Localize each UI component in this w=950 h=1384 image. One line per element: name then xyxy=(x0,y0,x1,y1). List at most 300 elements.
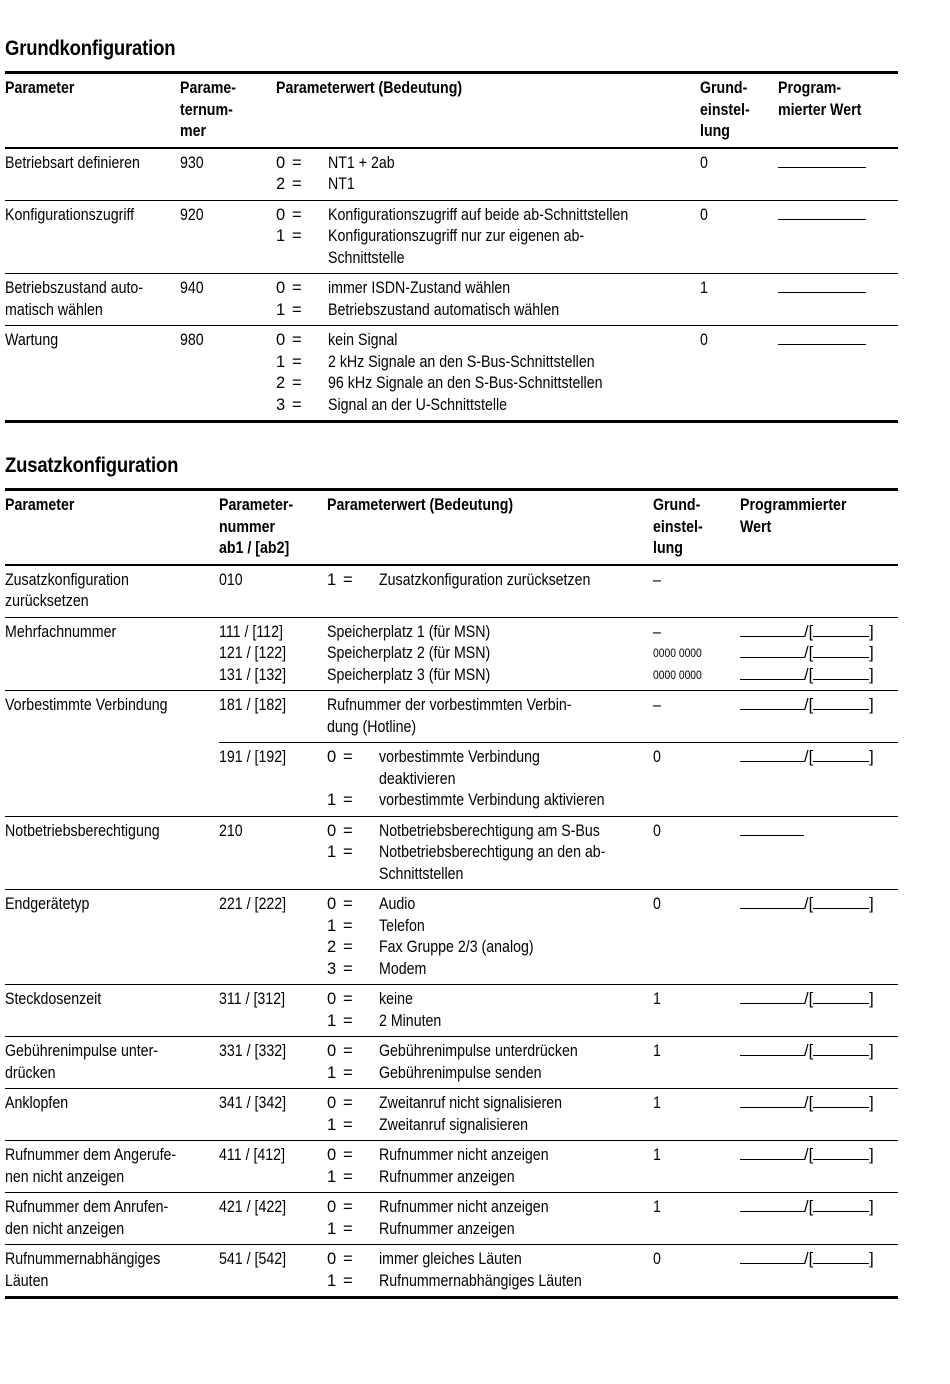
column-header-num xyxy=(180,73,276,148)
header-label: nummer xyxy=(219,517,275,536)
cell-parameter xyxy=(5,985,219,1037)
cell-default xyxy=(653,1141,740,1193)
value-code: 2 xyxy=(276,374,286,392)
table-row xyxy=(5,326,898,422)
value-eq: = xyxy=(292,205,302,224)
programmed-value-field[interactable] xyxy=(778,330,898,352)
value-code: 1 xyxy=(327,1063,337,1082)
value-code: 0 xyxy=(276,153,286,172)
value-line: 0 = kein Signal xyxy=(276,330,700,352)
value-eq: = xyxy=(292,153,302,172)
cell-default xyxy=(653,617,740,691)
value-line: Schnittstelle xyxy=(328,248,405,267)
cell-programmed xyxy=(740,816,898,890)
value-eq: = xyxy=(343,1146,353,1164)
parameter-number: 010 xyxy=(219,570,243,589)
header-label: mierter Wert xyxy=(778,100,862,119)
header-label: Parameterwert (Bedeutung) xyxy=(327,496,514,514)
table-row xyxy=(5,691,898,743)
parameter-label: Wartung xyxy=(5,331,59,349)
default-value: 1 xyxy=(653,1146,661,1164)
value-line: 2 = 96 kHz Signale an den S-Bus-Schnittstellen xyxy=(276,373,700,395)
header-label: mer xyxy=(180,122,207,140)
parameter-number: 411 / [412] xyxy=(219,1146,286,1164)
programmed-value-field[interactable] xyxy=(778,153,898,175)
header-label: Parameter xyxy=(5,79,75,97)
column-header-param xyxy=(5,73,180,148)
value-line: 1 = Rufnummernabhängiges Läuten xyxy=(327,1271,653,1293)
cell-default xyxy=(653,1089,740,1141)
column-header-prog xyxy=(740,490,898,565)
table-header-row xyxy=(5,490,898,565)
value-eq: = xyxy=(343,1219,353,1238)
default-value: 0 xyxy=(653,1250,661,1268)
value-code: 1 xyxy=(276,300,286,319)
cell-number xyxy=(219,1193,327,1245)
value-eq: = xyxy=(343,1042,353,1060)
value-code: 1 xyxy=(327,570,337,589)
value-eq: = xyxy=(343,916,353,935)
value-code: 2 xyxy=(327,938,337,956)
value-eq: = xyxy=(343,1094,353,1112)
value-eq: = xyxy=(343,990,353,1008)
header-label: Parameter xyxy=(5,496,75,514)
parameter-label: zurücksetzen xyxy=(5,592,89,610)
value-eq: = xyxy=(292,352,302,371)
default-value: 1 xyxy=(653,1042,661,1060)
value-line: 1 = Betriebszustand automatisch wählen xyxy=(276,300,700,322)
value-code: 0 xyxy=(327,1146,337,1164)
parameter-label: Endgerätetyp xyxy=(5,895,90,913)
programmed-value-field[interactable]: /[ ] xyxy=(740,643,898,665)
value-code: 1 xyxy=(276,352,286,371)
table-row xyxy=(5,565,898,618)
cell-number xyxy=(219,816,327,890)
parameter-number: 920 xyxy=(180,205,204,224)
value-code: 1 xyxy=(327,1115,337,1134)
value-line: 0 = Notbetriebsberechtigung am S-Bus xyxy=(327,821,653,843)
cell-number xyxy=(180,148,276,201)
parameter-number: 111 / [112] xyxy=(219,622,283,641)
cell-value xyxy=(327,743,653,817)
cell-value xyxy=(327,691,653,743)
parameter-number: 311 / [312] xyxy=(219,990,286,1008)
value-eq: = xyxy=(343,895,353,913)
value-code: 0 xyxy=(276,279,286,297)
cell-number xyxy=(219,1141,327,1193)
value-text: Rufnummer der vorbestimmten Verbin- xyxy=(327,696,572,714)
parameter-label: Gebührenimpulse unter- xyxy=(5,1042,159,1060)
parameter-number: 221 / [222] xyxy=(219,895,287,913)
cell-programmed xyxy=(740,617,898,691)
cell-number xyxy=(219,565,327,618)
value-code: 0 xyxy=(327,821,337,840)
value-code: 0 xyxy=(327,1250,337,1268)
programmed-value-field[interactable]: /[ ] xyxy=(740,1145,898,1167)
cell-default xyxy=(653,1245,740,1298)
value-line: 0 = NT1 + 2ab xyxy=(276,153,700,175)
cell-parameter xyxy=(5,565,219,618)
cell-value xyxy=(327,1245,653,1298)
parameter-label: nen nicht anzeigen xyxy=(5,1167,125,1186)
default-value: 0 xyxy=(653,821,661,840)
column-header-grund xyxy=(653,490,740,565)
cell-programmed xyxy=(740,1037,898,1089)
default-value: – xyxy=(653,570,661,589)
value-line: 1 = Gebührenimpulse senden xyxy=(327,1063,653,1085)
value-eq: = xyxy=(292,395,302,414)
value-code: 0 xyxy=(327,895,337,913)
default-value: 1 xyxy=(653,1198,661,1216)
cell-value xyxy=(327,565,653,618)
parameter-label: den nicht anzeigen xyxy=(5,1219,125,1238)
header-label: Programmierter xyxy=(740,496,847,514)
value-line: deaktivieren xyxy=(379,769,456,788)
value-code: 1 xyxy=(327,1011,337,1030)
table-header-row xyxy=(5,73,898,148)
parameter-label: Läuten xyxy=(5,1271,49,1290)
table-row xyxy=(5,1193,898,1245)
cell-value xyxy=(327,617,653,691)
default-value: – xyxy=(653,696,661,714)
cell-parameter xyxy=(5,1141,219,1193)
value-eq: = xyxy=(343,843,353,861)
value-code: 1 xyxy=(327,1219,337,1238)
programmed-value-field[interactable]: /[ ] xyxy=(740,989,898,1011)
cell-programmed xyxy=(740,1193,898,1245)
value-code: 2 xyxy=(276,175,286,193)
parameter-label: Steckdosenzeit xyxy=(5,990,102,1008)
header-label: Grund- xyxy=(653,496,701,514)
table-row xyxy=(5,890,898,985)
cell-parameter xyxy=(5,200,180,274)
parameter-label: Vorbestimmte Verbindung xyxy=(5,696,168,714)
cell-programmed xyxy=(740,985,898,1037)
parameter-number: 191 / [192] xyxy=(219,748,287,766)
value-code: 1 xyxy=(327,791,337,809)
value-eq: = xyxy=(343,1167,353,1186)
cell-programmed xyxy=(740,1089,898,1141)
parameter-label: Rufnummer dem Angerufe- xyxy=(5,1146,177,1164)
parameter-label: Rufnummer dem Anrufen- xyxy=(5,1198,169,1216)
header-label: Wert xyxy=(740,517,772,536)
programmed-value-field[interactable]: /[ ] xyxy=(740,1197,898,1219)
header-label: ab1 / [ab2] xyxy=(219,539,290,557)
value-code: 0 xyxy=(276,205,286,224)
value-code: 0 xyxy=(327,1198,337,1216)
value-line: 0 = Gebührenimpulse unterdrücken xyxy=(327,1041,653,1063)
value-line: 0 = Rufnummer nicht anzeigen xyxy=(327,1145,653,1167)
table-row xyxy=(5,274,898,326)
parameter-number: 421 / [422] xyxy=(219,1198,287,1216)
cell-parameter xyxy=(5,274,180,326)
cell-value xyxy=(276,148,700,201)
cell-programmed xyxy=(740,1141,898,1193)
value-eq: = xyxy=(343,959,353,978)
cell-default xyxy=(653,743,740,817)
cell-programmed xyxy=(778,326,898,422)
parameter-number: 341 / [342] xyxy=(219,1094,287,1112)
cell-default xyxy=(700,148,778,201)
parameter-label: Rufnummernabhängiges xyxy=(5,1250,161,1268)
cell-default xyxy=(700,200,778,274)
value-line: 1 = 2 kHz Signale an den S-Bus-Schnittstellen xyxy=(276,352,700,374)
parameter-label: Zusatzkonfiguration xyxy=(5,570,129,589)
column-header-wert xyxy=(327,490,653,565)
value-code: 0 xyxy=(327,748,337,766)
value-line: 0 = Audio xyxy=(327,894,653,916)
cell-parameter xyxy=(5,148,180,201)
value-code: 1 xyxy=(327,1271,337,1290)
cell-default xyxy=(653,890,740,985)
header-label: einstel- xyxy=(653,517,703,536)
value-eq: = xyxy=(343,821,353,840)
cell-default xyxy=(653,985,740,1037)
cell-programmed xyxy=(740,1245,898,1298)
cell-programmed xyxy=(740,743,898,817)
value-line: 1 = 2 Minuten xyxy=(327,1011,653,1033)
value-eq: = xyxy=(292,227,302,245)
parameter-label: Betriebsart definieren xyxy=(5,153,140,172)
cell-number xyxy=(219,1245,327,1298)
table-row xyxy=(5,617,898,691)
cell-default xyxy=(700,274,778,326)
header-label: Parame- xyxy=(180,79,237,97)
cell-number xyxy=(219,1037,327,1089)
parameter-label: Konfigurationszugriff xyxy=(5,205,135,224)
cell-default xyxy=(653,691,740,743)
table-row xyxy=(5,1245,898,1298)
value-line: 0 = Rufnummer nicht anzeigen xyxy=(327,1197,653,1219)
table-row xyxy=(5,1089,898,1141)
header-label: lung xyxy=(700,122,730,140)
cell-default xyxy=(700,326,778,422)
header-label: Parameterwert (Bedeutung) xyxy=(276,79,463,97)
value-line: 0 = Konfigurationszugriff auf beide ab-Schnittstellen xyxy=(276,205,700,227)
cell-number xyxy=(219,691,327,743)
cell-default xyxy=(653,1037,740,1089)
value-text: dung (Hotline) xyxy=(327,717,417,736)
value-line: 1 = Telefon xyxy=(327,916,653,938)
value-eq: = xyxy=(343,1063,353,1082)
cell-number xyxy=(180,274,276,326)
value-code: 0 xyxy=(327,990,337,1008)
value-eq: = xyxy=(292,279,302,297)
parameter-label: Mehrfachnummer xyxy=(5,622,117,641)
value-line: Schnittstellen xyxy=(379,864,464,883)
header-label: einstel- xyxy=(700,100,750,119)
value-line: 1 = Rufnummer anzeigen xyxy=(327,1219,653,1241)
value-line: 1 = Rufnummer anzeigen xyxy=(327,1167,653,1189)
cell-programmed xyxy=(778,274,898,326)
cell-number xyxy=(219,743,327,817)
column-header-prog xyxy=(778,73,898,148)
cell-programmed xyxy=(740,691,898,743)
value-eq: = xyxy=(343,1115,353,1134)
programmed-value-field[interactable] xyxy=(740,821,898,843)
parameter-number: 121 / [122] xyxy=(219,644,287,662)
programmed-value-field[interactable]: /[ ] xyxy=(740,747,898,769)
programmed-value-field[interactable]: /[ ] xyxy=(740,665,898,687)
value-code: 3 xyxy=(276,395,286,414)
default-value: 0 xyxy=(653,895,661,913)
value-eq: = xyxy=(292,175,302,193)
programmed-value-field[interactable]: /[ ] xyxy=(740,894,898,916)
value-line: 1 = Konfigurationszugriff nur zur eigenen ab- xyxy=(276,226,700,248)
parameter-label: Notbetriebsberechtigung xyxy=(5,821,160,840)
section-title-zusatzkonfiguration: Zusatzkonfiguration xyxy=(5,454,179,477)
value-eq: = xyxy=(343,1250,353,1268)
column-header-num xyxy=(219,490,327,565)
cell-number xyxy=(219,617,327,691)
column-header-param xyxy=(5,490,219,565)
value-eq: = xyxy=(343,748,353,766)
parameter-label: matisch wählen xyxy=(5,300,103,319)
default-value: 1 xyxy=(700,279,708,297)
cell-default xyxy=(653,565,740,618)
parameter-label: Betriebszustand auto- xyxy=(5,279,144,297)
column-header-grund xyxy=(700,73,778,148)
programmed-value-field[interactable]: /[ ] xyxy=(740,1249,898,1271)
value-code: 0 xyxy=(276,331,286,349)
value-code: 0 xyxy=(327,1094,337,1112)
default-value: – xyxy=(653,622,661,641)
parameter-number: 131 / [132] xyxy=(219,665,287,684)
cell-parameter xyxy=(5,691,219,743)
value-eq: = xyxy=(292,331,302,349)
section-title-grundkonfiguration: Grundkonfiguration xyxy=(5,37,176,60)
header-label: ternum- xyxy=(180,100,233,119)
cell-value xyxy=(327,1193,653,1245)
programmed-value-field[interactable] xyxy=(778,278,898,300)
grundkonfiguration-table xyxy=(5,71,898,423)
parameter-number: 980 xyxy=(180,331,204,349)
cell-number xyxy=(180,326,276,422)
table-row xyxy=(5,1037,898,1089)
value-line: 1 = Notbetriebsberechtigung an den ab- xyxy=(327,842,653,864)
value-eq: = xyxy=(343,570,353,589)
value-line: 0 = keine xyxy=(327,989,653,1011)
header-label: lung xyxy=(653,539,683,557)
cell-value xyxy=(327,985,653,1037)
value-code: 1 xyxy=(327,916,337,935)
parameter-number: 210 xyxy=(219,821,243,840)
parameter-label: Anklopfen xyxy=(5,1094,69,1112)
value-code: 1 xyxy=(327,843,337,861)
parameter-label: drücken xyxy=(5,1063,56,1082)
cell-value xyxy=(276,326,700,422)
value-line: 0 = vorbestimmte Verbindung xyxy=(327,747,653,769)
table-row xyxy=(5,816,898,890)
value-text: Speicherplatz 1 (für MSN) xyxy=(327,622,491,641)
value-line: 0 = Zweitanruf nicht signalisieren xyxy=(327,1093,653,1115)
cell-programmed xyxy=(778,148,898,201)
default-value: 0000 0000 xyxy=(653,646,702,660)
header-label: Program- xyxy=(778,79,842,97)
column-header-wert xyxy=(276,73,700,148)
programmed-value-field[interactable]: /[ ] xyxy=(740,1041,898,1063)
value-text: Speicherplatz 2 (für MSN) xyxy=(327,644,491,662)
cell-number xyxy=(180,200,276,274)
programmed-value-field[interactable] xyxy=(778,205,898,227)
cell-number xyxy=(219,890,327,985)
table-row xyxy=(5,148,898,201)
default-value: 1 xyxy=(653,990,661,1008)
value-line: 0 = immer ISDN-Zustand wählen xyxy=(276,278,700,300)
cell-value xyxy=(327,1037,653,1089)
value-text: Speicherplatz 3 (für MSN) xyxy=(327,665,491,684)
parameter-number: 181 / [182] xyxy=(219,696,287,714)
value-line: 2 = Fax Gruppe 2/3 (analog) xyxy=(327,937,653,959)
default-value: 1 xyxy=(653,1094,661,1112)
table-row xyxy=(5,1141,898,1193)
cell-parameter xyxy=(5,1037,219,1089)
cell-parameter xyxy=(5,326,180,422)
value-code: 1 xyxy=(327,1167,337,1186)
value-line: 1 = Zusatzkonfiguration zurücksetzen xyxy=(327,570,653,592)
table-row xyxy=(5,985,898,1037)
programmed-value-field[interactable]: /[ ] xyxy=(740,1093,898,1115)
cell-number xyxy=(219,985,327,1037)
table-row xyxy=(5,743,898,817)
cell-programmed xyxy=(740,565,898,618)
cell-programmed xyxy=(740,890,898,985)
cell-value xyxy=(327,1141,653,1193)
value-line: 1 = Zweitanruf signalisieren xyxy=(327,1115,653,1137)
default-value: 0 xyxy=(653,748,661,766)
value-line: 0 = immer gleiches Läuten xyxy=(327,1249,653,1271)
default-value: 0000 0000 xyxy=(653,667,702,682)
cell-value xyxy=(276,200,700,274)
programmed-value-field[interactable]: /[ ] xyxy=(740,695,898,717)
header-label: Parameter- xyxy=(219,496,294,514)
parameter-number: 541 / [542] xyxy=(219,1250,287,1268)
value-code: 0 xyxy=(327,1042,337,1060)
value-eq: = xyxy=(343,1198,353,1216)
cell-programmed xyxy=(778,200,898,274)
cell-parameter xyxy=(5,816,219,890)
value-code: 1 xyxy=(276,227,286,245)
cell-parameter xyxy=(5,617,219,691)
value-eq: = xyxy=(343,1271,353,1290)
value-code: 3 xyxy=(327,959,337,978)
table-row xyxy=(5,200,898,274)
cell-parameter xyxy=(5,1245,219,1298)
default-value: 0 xyxy=(700,331,708,349)
cell-parameter xyxy=(5,743,219,817)
zusatzkonfiguration-table xyxy=(5,488,898,1299)
cell-parameter xyxy=(5,1089,219,1141)
cell-value xyxy=(276,274,700,326)
value-eq: = xyxy=(343,791,353,809)
parameter-number: 331 / [332] xyxy=(219,1042,287,1060)
cell-value xyxy=(327,890,653,985)
header-label: Grund- xyxy=(700,79,748,97)
value-eq: = xyxy=(292,374,302,392)
programmed-value-field[interactable]: /[ ] xyxy=(740,622,898,644)
cell-default xyxy=(653,1193,740,1245)
value-line: 1 = vorbestimmte Verbindung aktivieren xyxy=(327,790,653,812)
value-line: 3 = Signal an der U-Schnittstelle xyxy=(276,395,700,417)
default-value: 0 xyxy=(700,153,708,172)
parameter-number: 940 xyxy=(180,279,204,297)
cell-value xyxy=(327,816,653,890)
cell-default xyxy=(653,816,740,890)
cell-parameter xyxy=(5,1193,219,1245)
cell-value xyxy=(327,1089,653,1141)
parameter-number: 930 xyxy=(180,153,204,172)
value-eq: = xyxy=(343,938,353,956)
